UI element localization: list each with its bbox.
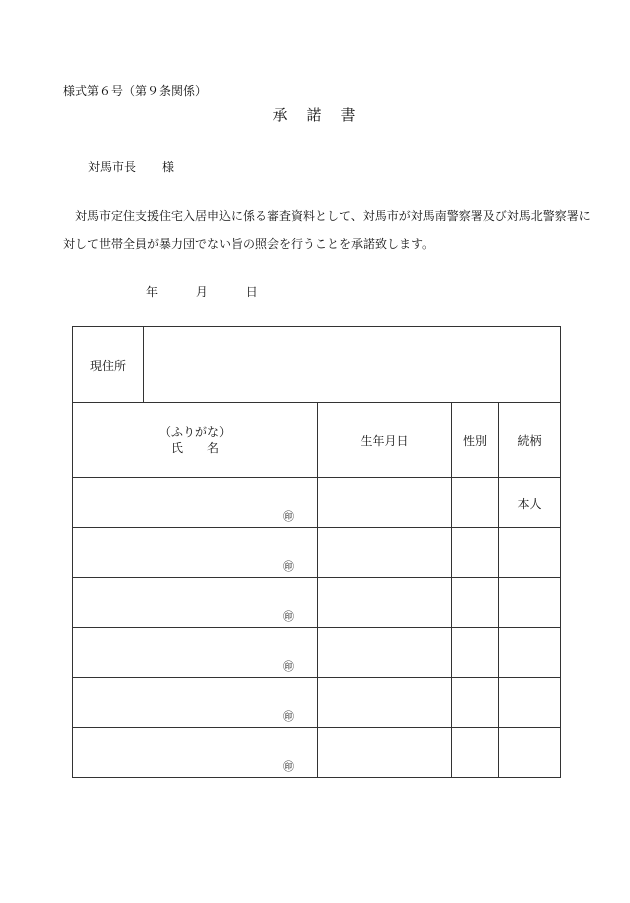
addressee: [88, 158, 174, 175]
seal-mark: ㊞: [283, 610, 294, 623]
date-line: [112, 283, 258, 300]
addressee-name: 対馬市長: [88, 160, 137, 174]
seal-mark: ㊞: [283, 710, 294, 723]
form-number: 様式第６号（第９条関係）: [63, 84, 208, 98]
seal-mark: ㊞: [283, 760, 294, 773]
birthdate-field[interactable]: [318, 478, 451, 527]
table-divider: [498, 402, 499, 777]
date-month-label: 月: [195, 285, 208, 299]
seal-mark: ㊞: [283, 560, 294, 573]
seal-mark: ㊞: [283, 510, 294, 523]
consent-statement: 対馬市定住支援住宅入居申込に係る審査資料として、対馬市が対馬南警察署及び対馬北警察署に対して世帯全員が暴力団でない旨の照会を行うことを承諾致します。: [63, 209, 591, 251]
furigana-label: （ふりがな）: [158, 425, 231, 439]
date-day-label: 日: [245, 285, 258, 299]
consent-form-table: [72, 326, 561, 778]
sex-field[interactable]: [452, 528, 498, 577]
birthdate-field[interactable]: [318, 728, 451, 777]
name-field[interactable]: [73, 478, 317, 527]
birthdate-header: 生年月日: [360, 434, 409, 448]
sex-field[interactable]: [452, 678, 498, 727]
birthdate-field[interactable]: [318, 578, 451, 627]
document-title: 承 諾 書: [272, 106, 358, 124]
name-label: 氏 名: [170, 441, 219, 455]
birthdate-field[interactable]: [318, 678, 451, 727]
sex-field[interactable]: [452, 728, 498, 777]
name-field[interactable]: [73, 628, 317, 677]
seal-mark: ㊞: [283, 660, 294, 673]
birthdate-field[interactable]: [318, 528, 451, 577]
name-field[interactable]: [73, 528, 317, 577]
sex-field[interactable]: [452, 628, 498, 677]
address-field[interactable]: [144, 327, 560, 402]
addressee-honorific: 様: [162, 160, 175, 174]
address-label: 現住所: [89, 359, 126, 373]
name-field[interactable]: [73, 578, 317, 627]
name-field[interactable]: [73, 728, 317, 777]
sex-field[interactable]: [452, 478, 498, 527]
sex-header: 性別: [462, 434, 487, 448]
relation-header: 続柄: [517, 434, 542, 448]
sex-field[interactable]: [452, 578, 498, 627]
date-year-label: 年: [146, 285, 159, 299]
birthdate-field[interactable]: [318, 628, 451, 677]
name-header: [73, 424, 317, 456]
relation-value: 本人: [517, 497, 542, 511]
name-field[interactable]: [73, 678, 317, 727]
